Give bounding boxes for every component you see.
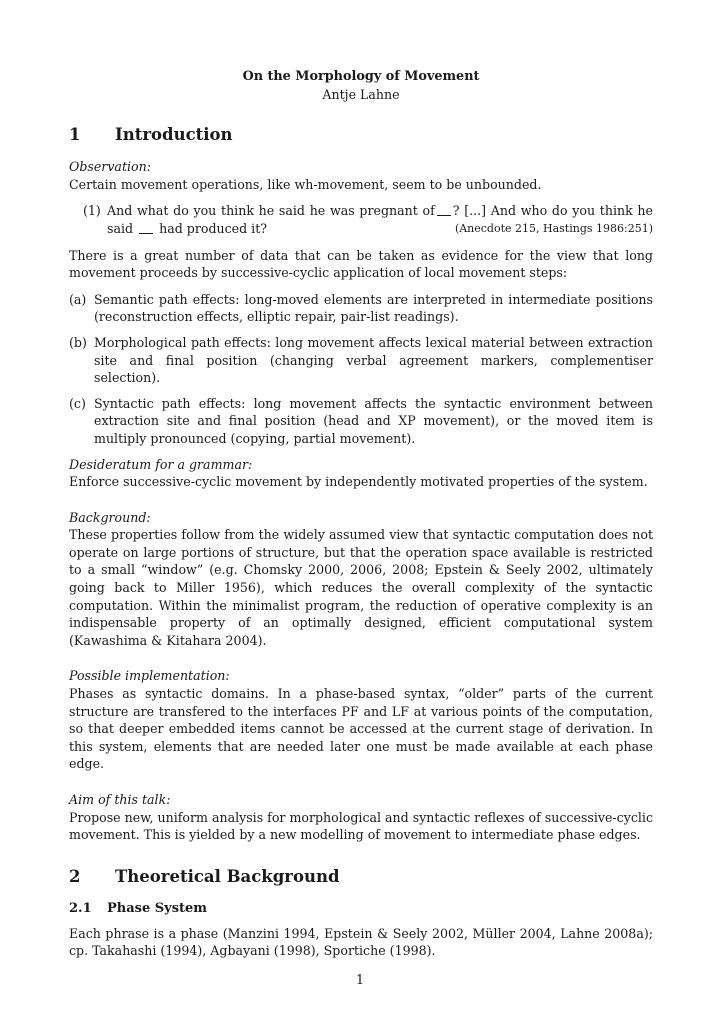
aim-label: Aim of this talk: bbox=[69, 792, 171, 807]
section-title: Theoretical Background bbox=[115, 866, 340, 886]
observation-text: Certain movement operations, like wh-movement, seem to be unbounded. bbox=[69, 176, 542, 192]
observation-block bbox=[69, 158, 653, 193]
section-title: Introduction bbox=[115, 125, 233, 145]
background-label: Background: bbox=[69, 509, 151, 525]
implementation-label: Possible implementation: bbox=[69, 668, 230, 684]
paper-title: On the Morphology of Movement bbox=[242, 69, 480, 84]
title-block bbox=[69, 68, 653, 103]
example-number: (1) bbox=[83, 203, 101, 219]
gap-marker bbox=[437, 204, 451, 216]
list-marker: (b) bbox=[69, 334, 87, 350]
list-item-text: Syntactic path effects: long movement affects the syntactic environment between extraction site and final position (head and XP movement), or the moved item is multiply pronounced (copying, partial movement). bbox=[94, 395, 653, 446]
background-text: These properties follow from the widely assumed view that syntactic computation does not operate on large portions of structure, but that the operation space available is restricted to a small “window” (e.g. Chomsky 2000, 2006, 2008; Epstein & Seely 2002, ultimately going back to Miller 1956), which reduces the overall complexity of the syntactic computation. Within the minimalist program, the reduction of operative complexity is an indispensable property of an optimally designed, efficient computational system (Kawashima & Kitahara 2004). bbox=[69, 527, 653, 648]
desideratum-block bbox=[69, 456, 653, 491]
implementation-text: Phases as syntactic domains. In a phase-based syntax, “older” parts of the current structure are transfered to the interfaces PF and LF at various points of the computation, so that deeper embedded items cannot be accessed at the current stage of derivation. In this system, elements that are needed later one must be made available at each phase edge. bbox=[69, 686, 653, 772]
background-block bbox=[69, 509, 653, 650]
list-marker: (c) bbox=[69, 395, 86, 411]
section-number: 2 bbox=[69, 866, 81, 886]
example-text bbox=[107, 202, 653, 237]
aim-text: Propose new, uniform analysis for morphological and syntactic reflexes of successive-cyclic movement. This is yielded by a new modelling of movement to intermediate phase edges. bbox=[69, 809, 654, 843]
document-page bbox=[69, 68, 653, 960]
list-item-text: Semantic path effects: long-moved elements are interpreted in intermediate positions (reconstruction effects, elliptic repair, pair-list readings). bbox=[94, 291, 653, 325]
section-number: 1 bbox=[69, 125, 81, 145]
example-source: (Anecdote 215, Hastings 1986:251) bbox=[454, 221, 653, 235]
section-heading-theoretical-background bbox=[69, 866, 653, 888]
page-number: 1 bbox=[355, 972, 364, 987]
gap-marker bbox=[139, 222, 153, 234]
example-part-1: And what do you think he said he was pregnant of bbox=[107, 203, 435, 219]
desideratum-text: Enforce successive-cyclic movement by independently motivated properties of the system. bbox=[69, 474, 648, 490]
example-part-3: had produced it? bbox=[159, 220, 268, 236]
phase-system-text: Each phrase is a phase (Manzini 1994, Epstein & Seely 2002, Müller 2004, Lahne 2008a); cp. Takahashi (1994), Agbayani (1998), Sportiche (1998). bbox=[69, 925, 653, 959]
desideratum-label: Desideratum for a grammar: bbox=[69, 456, 253, 472]
implementation-block bbox=[69, 667, 653, 773]
observation-label: Observation: bbox=[69, 159, 151, 175]
evidence-intro: There is a great number of data that can be taken as evidence for the view that long movement proceeds by successive-cyclic application of local movement steps: bbox=[69, 247, 653, 281]
list-marker: (a) bbox=[69, 291, 87, 307]
example-part-2: ? [...] And who do you think he said bbox=[107, 203, 653, 236]
list-item bbox=[69, 395, 653, 448]
list-item-text: Morphological path effects: long movement affects lexical material between extraction site and final position (changing verbal agreement markers, complementiser selection). bbox=[94, 334, 653, 386]
subsection-number: 2.1 bbox=[69, 900, 92, 916]
list-item bbox=[69, 334, 653, 387]
subsection-title: Phase System bbox=[107, 900, 208, 916]
list-item bbox=[69, 291, 653, 326]
aim-block bbox=[69, 791, 653, 844]
subsection-heading-phase-system bbox=[69, 900, 653, 918]
section-heading-introduction bbox=[69, 124, 653, 146]
paper-author: Antje Lahne bbox=[322, 86, 400, 102]
example-1 bbox=[83, 202, 653, 237]
evidence-list bbox=[69, 291, 653, 448]
